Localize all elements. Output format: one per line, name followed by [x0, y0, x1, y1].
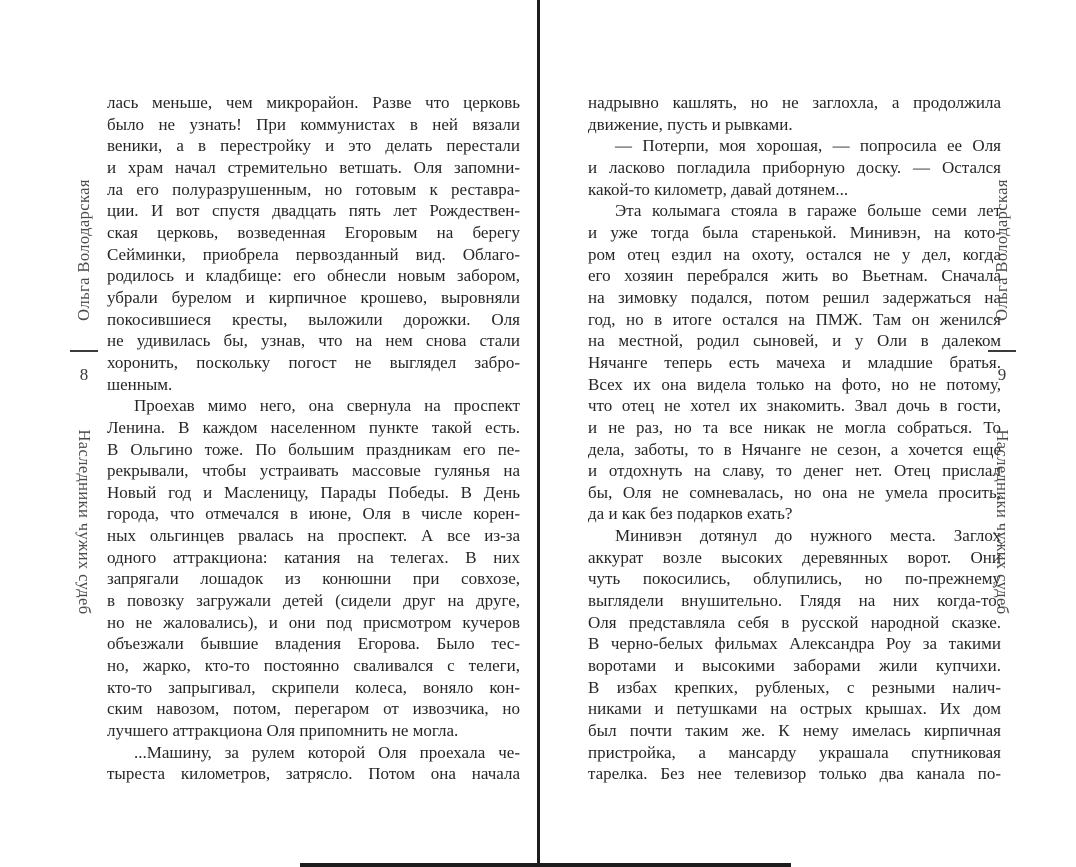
text-line: Проехав мимо него, она свернула на проспект	[134, 396, 520, 416]
text-line: хоронить, поскольку погост не выглядел забро-	[107, 352, 520, 372]
text-line: ных ольгинцев рвалась на проспект. А все из-за	[107, 526, 520, 546]
text-line: Сейминки, приобрела первозданный вид. Облаго-	[107, 244, 520, 264]
text-line: его хозяин перебрался жить во Вьетнам. Сначала	[588, 266, 1001, 286]
text-line: выглядели внушительно. Глядя на них когда-то,	[588, 591, 1001, 611]
text-line: ции. И вот спустя двадцать пять лет Рождествен-	[107, 201, 520, 221]
text-line: бы, Оля не сомневалась, но она не умела просить,	[588, 482, 1001, 502]
text-line: и уже тогда была старенькой. Минивэн, на кото-	[588, 222, 1001, 242]
text-line: надрывно кашлять, но не заглохла, а продолжила	[588, 93, 1001, 112]
text-line: движение, пусть и рывками.	[588, 114, 793, 134]
text-line: лась меньше, чем микрорайон. Разве что церковь	[107, 93, 520, 112]
text-line: но, жарко, кто-то постоянно сваливался с телеги,	[107, 656, 520, 676]
text-line: но не жаловались), и они под присмотром кучеров	[107, 612, 520, 632]
left-running-series: Наследники чужих судеб	[75, 429, 94, 615]
right-running-series: Наследники чужих судеб	[993, 429, 1012, 615]
text-line: ским навозом, потом, перегаром от извозчика, но	[107, 699, 520, 719]
text-line: в повозку загружали детей (сидели друг на друге,	[107, 591, 520, 611]
text-line: рекрывали, чтобы устраивать массовые гулянья на	[107, 461, 520, 481]
text-line: и ласково погладила приборную доску. — Остался	[588, 157, 1001, 177]
text-line: год, но в итоге остался на ПМЖ. Там он женился	[588, 309, 1001, 329]
text-line: Оля представляла себя в русской народной сказке.	[588, 612, 1001, 632]
text-line: на зимовку подался, потом решил задержаться на	[588, 287, 1001, 307]
text-line: Новый год и Масленицу, Парады Победы. В День	[107, 482, 520, 502]
text-line: тыреста километров, затрясло. Потом она начала	[107, 764, 520, 784]
text-line: никами и петушками на острых крышах. Их дом	[588, 699, 1001, 719]
text-line: родилось и кладбище: его обнесли новым забором,	[107, 266, 520, 286]
right-margin-dash	[988, 350, 1016, 352]
text-line: чуть покосились, облупились, но по-прежнему	[588, 569, 1001, 589]
text-line: кто-то запрыгивал, скрипели колеса, воняло кон-	[107, 677, 520, 697]
text-line: ...Машину, за рулем которой Оля проехала че-	[134, 742, 520, 762]
right-page-number: 9	[997, 365, 1007, 384]
text-line: запрягали лошадок из конюшни при совхозе,	[107, 569, 520, 589]
text-line: Всех их она видела только на фото, но не потому,	[588, 374, 1001, 394]
left-page-number: 8	[79, 365, 89, 384]
text-line: лучшего аттракциона Оля припомнить не могла.	[107, 721, 459, 741]
text-line: шенным.	[107, 374, 173, 394]
text-line: убрали бурелом и кирпичное крошево, выровняли	[107, 287, 520, 307]
text-line: и отдохнуть на славу, то денег нет. Отец прислал	[588, 461, 1001, 481]
text-line: не удивилась бы, узнав, что на нем снова стали	[107, 331, 520, 351]
text-line: ром отец ездил на охоту, остался не у дел, когда	[588, 244, 1001, 264]
text-line: ла его полуразрушенным, но готовым к реставра-	[107, 179, 520, 199]
text-line: какой-то километр, давай дотянем...	[588, 179, 849, 199]
left-margin-dash	[70, 350, 98, 352]
text-line: объезжали бывшие владения Егорова. Было тес-	[107, 634, 520, 654]
right-running-author: Ольга Володарская	[992, 179, 1011, 321]
text-line: — Потерпи, моя хорошая, — попросила ее Оля	[615, 136, 1001, 156]
text-line: веники, а в перестройку и это делать перестали	[107, 136, 520, 156]
text-line: что отец не хотел их знакомить. Звал дочь в гости,	[588, 396, 1001, 416]
text-line: дела, заботы, то в Нячанге не сезон, а хочется еще	[588, 439, 1001, 459]
text-line: города, что отмечался в июне, Оля в числе корен-	[107, 504, 520, 524]
left-page-text	[107, 92, 520, 785]
text-line: и не раз, но та все никак не могла собраться. То	[588, 417, 1001, 437]
text-line: да и как без подарков ехать?	[588, 504, 793, 524]
text-line: Ленина. В каждом населенном пункте такой есть.	[107, 417, 520, 437]
right-page-text	[588, 92, 1001, 785]
text-line: В Ольгино тоже. По большим праздникам его пе-	[107, 439, 520, 459]
text-line: одного аттракциона: катания на телегах. В них	[107, 547, 520, 567]
text-line: пристройка, а мансарду украшала спутниковая	[588, 742, 1001, 762]
text-line: В черно-белых фильмах Александра Роу за такими	[588, 634, 1001, 654]
text-line: было не узнать! При коммунистах в ней вязали	[107, 114, 520, 134]
text-line: ская церковь, возведенная Егоровым на берегу	[107, 222, 520, 242]
text-line: покосившиеся кресты, выложили дорожки. Оля	[107, 309, 520, 329]
left-running-author: Ольга Володарская	[74, 179, 93, 321]
text-line: тарелка. Без нее телевизор только два канала по-	[588, 764, 1001, 784]
text-line: Эта колымага стояла в гараже больше семи лет	[615, 201, 1001, 221]
text-line: аккурат возле высоких деревянных ворот. Они	[588, 547, 1001, 567]
book-bottom-edge	[300, 863, 791, 867]
text-line: воротами и высокими заборами жили купчихи.	[588, 656, 1001, 676]
text-line: на местной, родил сыновей, и у Оли в далеком	[588, 331, 1001, 351]
text-line: Минивэн дотянул до нужного места. Заглох	[615, 526, 1001, 546]
text-line: и храм начал стремительно ветшать. Оля запомни-	[107, 157, 520, 177]
text-line: был почти таким же. К нему имелась кирпичная	[588, 721, 1001, 741]
text-line: Нячанге теперь есть мачеха и младшие братья.	[588, 352, 1001, 372]
spine-divider	[537, 0, 540, 867]
text-line: В избах крепких, рубленых, с резными налич-	[588, 677, 1001, 697]
